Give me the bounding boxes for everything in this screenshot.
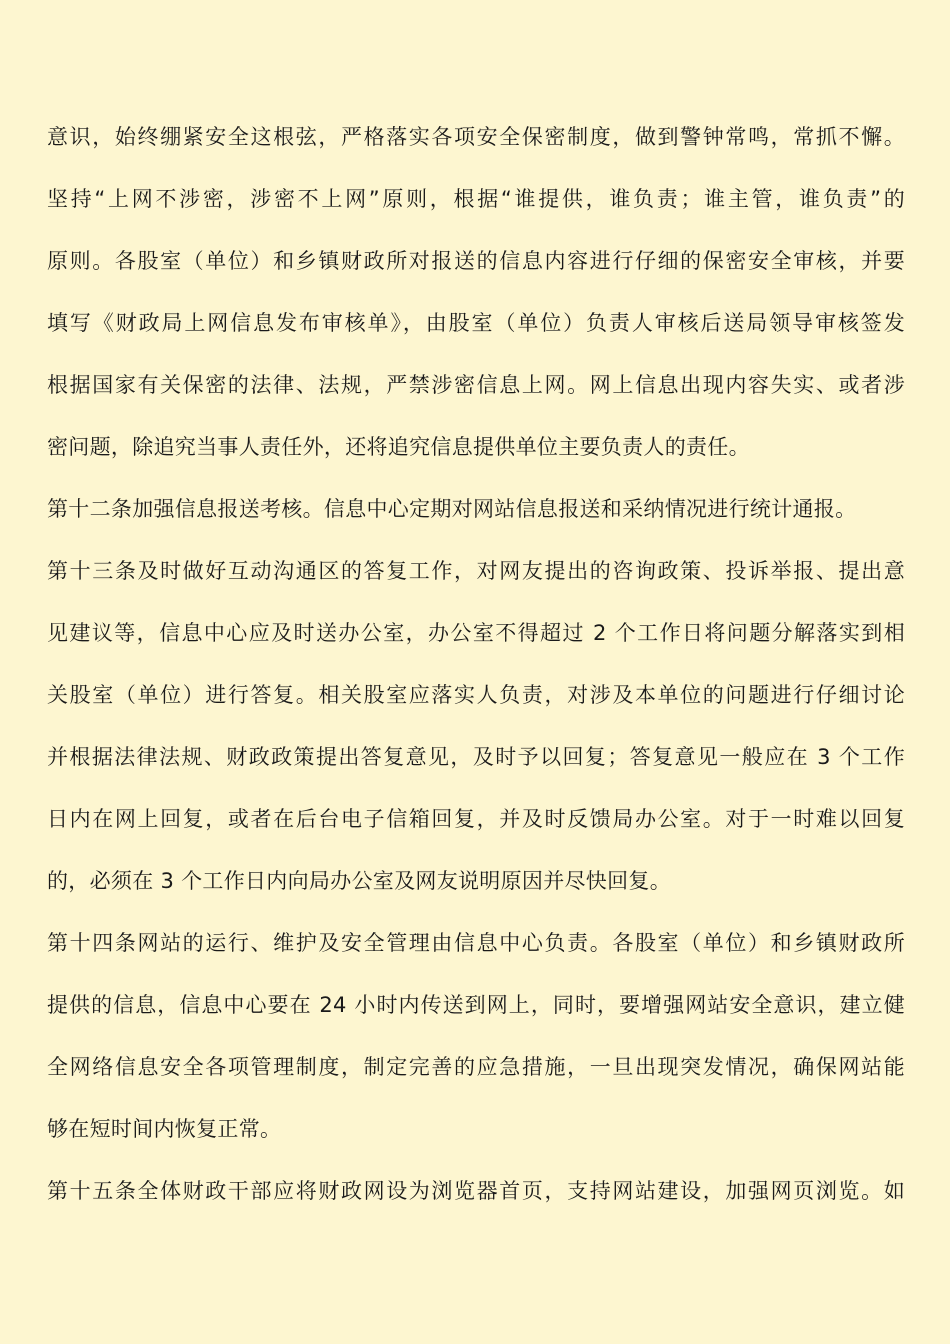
text-line: 根据国家有关保密的法律、法规，严禁涉密信息上网。网上信息出现内容失实、或者涉 [47, 373, 905, 397]
text-line: 原则。各股室（单位）和乡镇财政所对报送的信息内容进行仔细的保密安全审核，并要 [47, 249, 905, 273]
text-line: 意识，始终绷紧安全这根弦，严格落实各项安全保密制度，做到警钟常鸣，常抓不懈。 [47, 125, 905, 149]
text-line: 坚持“上网不涉密，涉密不上网”原则，根据“谁提供，谁负责；谁主管，谁负责”的 [47, 187, 905, 211]
text-line: 的，必须在 3 个工作日内向局办公室及网友说明原因并尽快回复。 [47, 869, 672, 893]
text-line: 全网络信息安全各项管理制度，制定完善的应急措施，一旦出现突发情况，确保网站能 [47, 1055, 905, 1079]
text-line: 第十二条加强信息报送考核。信息中心定期对网站信息报送和采纳情况进行统计通报。 [47, 497, 857, 521]
text-line: 密问题，除追究当事人责任外，还将追究信息提供单位主要负责人的责任。 [47, 435, 750, 459]
text-line: 第十三条及时做好互动沟通区的答复工作，对网友提出的咨询政策、投诉举报、提出意 [47, 559, 905, 583]
text-line: 关股室（单位）进行答复。相关股室应落实人负责，对涉及本单位的问题进行仔细讨论 [47, 683, 905, 707]
text-line: 第十四条网站的运行、维护及安全管理由信息中心负责。各股室（单位）和乡镇财政所 [47, 931, 905, 955]
text-line: 提供的信息，信息中心要在 24 小时内传送到网上，同时，要增强网站安全意识，建立健 [47, 993, 905, 1017]
text-line: 见建议等，信息中心应及时送办公室，办公室不得超过 2 个工作日将问题分解落实到相 [47, 621, 905, 645]
document-body [47, 112, 905, 1228]
text-line: 填写《财政局上网信息发布审核单》，由股室（单位）负责人审核后送局领导审核签发 [47, 311, 905, 335]
text-line: 够在短时间内恢复正常。 [47, 1117, 282, 1141]
text-line: 第十五条全体财政干部应将财政网设为浏览器首页，支持网站建设，加强网页浏览。如 [47, 1179, 905, 1203]
text-line: 并根据法律法规、财政政策提出答复意见，及时予以回复；答复意见一般应在 3 个工作 [47, 745, 905, 769]
text-line: 日内在网上回复，或者在后台电子信箱回复，并及时反馈局办公室。对于一时难以回复 [47, 807, 905, 831]
